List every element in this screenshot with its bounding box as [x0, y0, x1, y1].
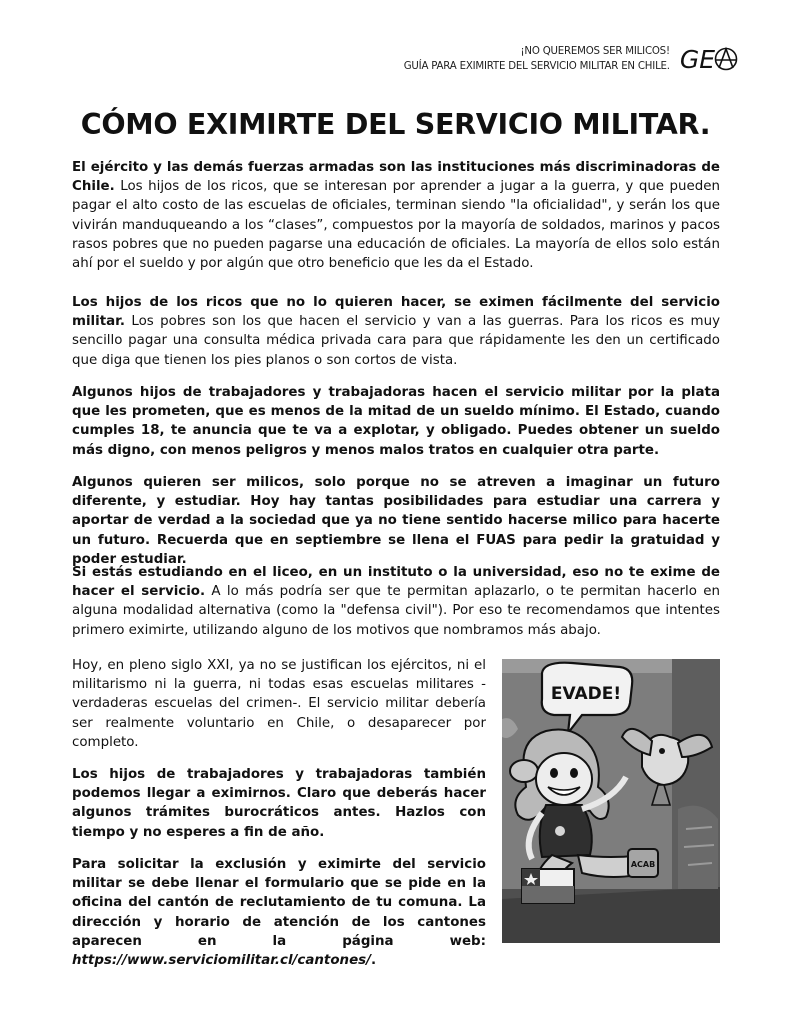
p5-text: A lo más podría ser que te permitan aplazarlo, o te permitan hacerlo en alguna modalidad alternativa (como la "defensa civil"). Por eso te recomendamos que intentes primero eximirte, utilizando alguno de los motivos que nombramos más abajo. [72, 584, 720, 638]
logo-text: GE [679, 44, 715, 74]
paragraph-workers-pay [72, 383, 720, 460]
p8-bold: Para solicitar la exclusión y eximirte del servicio militar se debe llenar el formulario que se pide en la oficina del cantón de reclutamiento de tu comuna. La dirección y horario de atención de los cantones aparecen en la página web: [72, 857, 486, 949]
header-guide-title: GUÍA PARA EXIMIRTE DEL SERVICIO MILITAR EN CHILE. [403, 61, 670, 72]
page-title: CÓMO EXIMIRTE DEL SERVICIO MILITAR. [80, 108, 711, 141]
cantones-url: https://www.serviciomilitar.cl/cantones/ [72, 953, 372, 969]
paragraph-we-can-exempt [72, 765, 486, 842]
p2-text: Los pobres son los que hacen el servicio y van a las guerras. Para los ricos es muy sencillo pagar una consulta médica privada cara para que rápidamente les den un certificado que diga que tienen los pies planos o son cortos de vista. [72, 314, 720, 368]
p2-bold: Los hijos de los ricos que no lo quieren hacer, se eximen fácilmente del servicio militar. [72, 295, 720, 330]
paragraph-future [72, 473, 720, 569]
mural-bubble-text: EVADE! [550, 684, 622, 704]
p8-end: . [371, 953, 377, 969]
p4-bold: Algunos quieren ser milicos, solo porque no se atreven a imaginar un futuro diferente, y estudiar. Hoy hay tantas posibilidades para estudiar una carrera y aportar de verdad a la sociedad que ya no tiene sentido hacerse milico para hacerte un futuro. Recuerda que en septiembre se llena el FUAS para pedir la gratuidad y poder estudiar. [72, 475, 720, 567]
mural-photo [502, 659, 720, 943]
paragraph-21st-century [72, 656, 486, 752]
page-header [404, 44, 739, 74]
header-slogan: ¡NO QUEREMOS SER MILICOS! [520, 46, 670, 57]
anarchy-a-icon [713, 46, 739, 72]
header-text [404, 44, 670, 74]
p7-bold: Los hijos de trabajadores y trabajadoras también podemos llegar a eximirnos. Claro que deberás hacer algunos trámites burocráticos antes. Hazlos con tiempo y no esperes a fin de año. [72, 767, 486, 840]
p6-text: Hoy, en pleno siglo XXI, ya no se justifican los ejércitos, ni el militarismo ni la guerra, ni todas esas escuelas militares -verdaderas escuelas del crimen-. El servicio militar debería ser realmente voluntario en Chile, o desaparecer por completo. [72, 658, 486, 750]
mural-illustration [502, 659, 720, 943]
p1-bold: El ejército y las demás fuerzas armadas son las instituciones más discriminadoras de Chile. [72, 160, 720, 195]
paragraph-students [72, 563, 720, 640]
p3-bold: Algunos hijos de trabajadores y trabajadoras hacen el servicio militar por la plata que les prometen, que es menos de la mitad de un sueldo mínimo. El Estado, cuando cumples 18, te anuncia que te va a explotar, y obligado. Puedes obtener un sueldo más digno, con menos peligros y menos malos tratos en cualquier otra parte. [72, 385, 720, 458]
p5-bold: Si estás estudiando en el liceo, en un instituto o la universidad, eso no te exime de hacer el servicio. [72, 565, 720, 600]
paragraph-rich-exempt [72, 293, 720, 370]
mural-tag-text: ACAB [630, 860, 656, 869]
paragraph-discrimination [72, 158, 720, 273]
paragraph-how-to-request [72, 855, 486, 970]
p1-text: Los hijos de los ricos, que se interesan por aprender a jugar a la guerra, y que pueden pagar el alto costo de las escuelas de oficiales, terminan siendo "la oficialidad", y serán los que vivirán manduqueando a los “clases”, compuestos por la mayoría de soldados, marinos y pacos rasos pobres que no pueden pagarse una educación de oficiales. La mayoría de ellos solo están ahí por el sueldo y por algún que otro beneficio que les da el Estado. [72, 179, 720, 272]
logo [680, 45, 739, 74]
